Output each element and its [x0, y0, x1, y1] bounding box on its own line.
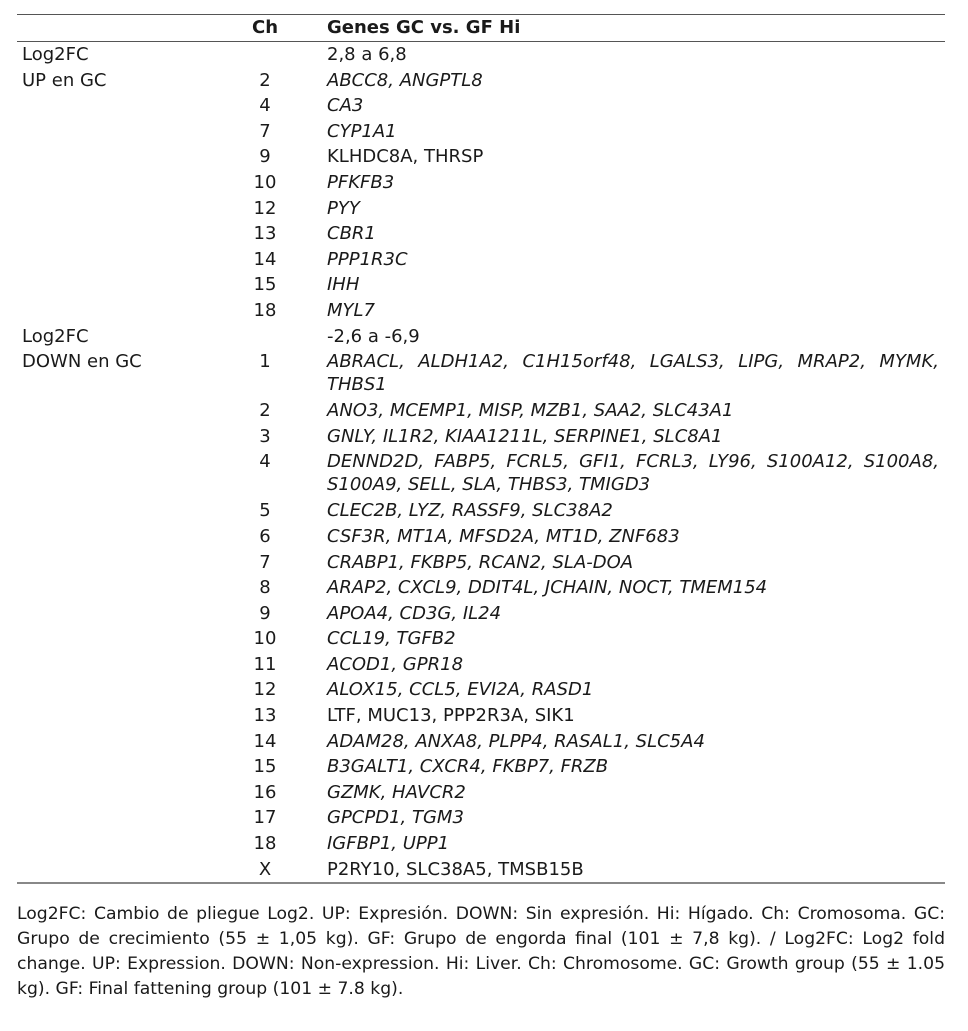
- row-chromosome: 13: [253, 705, 277, 727]
- row-genes: IHH: [327, 274, 360, 296]
- table-row: [17, 780, 945, 806]
- table-row: [17, 170, 945, 196]
- table-body: [17, 42, 945, 882]
- table-row: [17, 424, 945, 450]
- row-genes: B3GALT1, CXCR4, FKBP7, FRZB: [327, 756, 609, 778]
- row-genes: APOA4, CD3G, IL24: [327, 602, 502, 624]
- row-genes: CYP1A1: [327, 120, 397, 142]
- table-row: [17, 93, 945, 119]
- table-row: [17, 857, 945, 883]
- table-row: [17, 805, 945, 831]
- table-row: [17, 575, 945, 601]
- row-label: DOWN en GC: [22, 351, 142, 373]
- table-row: [17, 398, 945, 424]
- table-row: [17, 247, 945, 273]
- row-genes: 2,8 a 6,8: [327, 44, 407, 65]
- row-chromosome: X: [258, 858, 272, 880]
- table-footnote: Log2FC: Cambio de pliegue Log2. UP: Expresión. DOWN: Sin expresión. Hi: Hígado. Ch: Cromosoma. GC: Grupo de crecimiento (55 ± 1,05 kg). GF: Grupo de engorda final (101 ± 7,8 kg). / Log2FC: Log2 fold change. UP: Expression. DOWN: Non-expression. Hi: Liver. Ch: Chromosome. GC: Growth group (55 ± 1.05 kg). GF: Final fattening group (101 ± 7.8 kg).: [17, 904, 945, 999]
- row-genes: ADAM28, ANXA8, PLPP4, RASAL1, SLC5A4: [327, 730, 705, 752]
- row-chromosome: 9: [259, 146, 271, 168]
- row-genes: CSF3R, MT1A, MFSD2A, MT1D, ZNF683: [327, 525, 680, 547]
- row-chromosome: 4: [259, 451, 271, 473]
- row-genes: CLEC2B, LYZ, RASSF9, SLC38A2: [327, 500, 613, 522]
- row-chromosome: 13: [253, 223, 277, 245]
- table-bottom-rule: [17, 882, 945, 884]
- table-row: [17, 703, 945, 729]
- row-chromosome: 1: [259, 351, 271, 373]
- row-chromosome: 8: [259, 577, 271, 599]
- row-genes: PYY: [327, 197, 360, 219]
- row-chromosome: 2: [259, 400, 271, 422]
- table-row: [17, 729, 945, 755]
- row-genes: KLHDC8A, THRSP: [327, 146, 484, 168]
- row-genes: LTF, MUC13, PPP2R3A, SIK1: [327, 705, 575, 727]
- table-row: [17, 677, 945, 703]
- row-chromosome: 4: [259, 95, 271, 117]
- row-chromosome: 12: [253, 679, 277, 701]
- row-genes: P2RY10, SLC38A5, TMSB15B: [327, 858, 584, 880]
- table-row: [17, 298, 945, 324]
- row-genes: IGFBP1, UPP1: [327, 833, 450, 855]
- row-chromosome: 18: [253, 833, 277, 855]
- table-row: [17, 550, 945, 576]
- row-chromosome: 15: [253, 274, 277, 296]
- table-row: [17, 831, 945, 857]
- row-genes: CBR1: [327, 223, 376, 245]
- table-row: [17, 272, 945, 298]
- row-chromosome: 9: [259, 602, 271, 624]
- table-row: [17, 42, 945, 68]
- row-chromosome: 6: [259, 525, 271, 547]
- row-genes: CCL19, TGFB2: [327, 628, 456, 650]
- row-genes: ALOX15, CCL5, EVI2A, RASD1: [327, 679, 594, 701]
- row-chromosome: 12: [253, 197, 277, 219]
- row-genes: -2,6 a -6,9: [327, 325, 420, 347]
- row-chromosome: 16: [253, 781, 277, 803]
- row-genes: PFKFB3: [327, 171, 395, 193]
- row-chromosome: 10: [253, 628, 277, 650]
- table-row: [17, 449, 945, 498]
- row-genes: CRABP1, FKBP5, RCAN2, SLA-DOA: [327, 551, 634, 573]
- row-genes: GNLY, IL1R2, KIAA1211L, SERPINE1, SLC8A1: [327, 425, 723, 447]
- row-chromosome: 7: [259, 120, 271, 142]
- table-row: [17, 626, 945, 652]
- table-row: [17, 324, 945, 350]
- row-chromosome: 2: [259, 69, 271, 91]
- row-genes: MYL7: [327, 299, 376, 321]
- table-row: [17, 196, 945, 222]
- row-genes: DENND2D, FABP5, FCRL5, GFI1, FCRL3, LY96, S100A12, S100A8, S100A9, SELL, SLA, THBS3, TMIGD3: [327, 451, 939, 496]
- header-ch: Ch: [251, 17, 279, 38]
- row-chromosome: 17: [253, 807, 277, 829]
- gene-table: [17, 14, 945, 884]
- row-chromosome: 14: [253, 730, 277, 752]
- row-genes: PPP1R3C: [327, 248, 408, 270]
- row-chromosome: 14: [253, 248, 277, 270]
- row-genes: ANO3, MCEMP1, MISP, MZB1, SAA2, SLC43A1: [327, 400, 734, 422]
- header-genes: Genes GC vs. GF Hi: [327, 17, 521, 38]
- table-row: [17, 349, 945, 398]
- row-genes: CA3: [327, 95, 364, 117]
- table-row: [17, 601, 945, 627]
- table-row: [17, 144, 945, 170]
- table-row: [17, 652, 945, 678]
- row-label: Log2FC: [22, 44, 89, 65]
- row-chromosome: 15: [253, 756, 277, 778]
- row-genes: ACOD1, GPR18: [327, 653, 464, 675]
- table-header: [17, 15, 945, 41]
- table-row: [17, 754, 945, 780]
- row-chromosome: 10: [253, 171, 277, 193]
- row-chromosome: 3: [259, 425, 271, 447]
- table-row: [17, 119, 945, 145]
- row-chromosome: 11: [253, 653, 277, 675]
- row-genes: ABRACL, ALDH1A2, C1H15orf48, LGALS3, LIPG, MRAP2, MYMK, THBS1: [327, 351, 939, 396]
- row-label: UP en GC: [22, 69, 107, 91]
- table-row: [17, 498, 945, 524]
- table-row: [17, 221, 945, 247]
- row-chromosome: 5: [259, 500, 271, 522]
- row-chromosome: 18: [253, 299, 277, 321]
- row-genes: ARAP2, CXCL9, DDIT4L, JCHAIN, NOCT, TMEM154: [327, 577, 768, 599]
- row-genes: GPCPD1, TGM3: [327, 807, 464, 829]
- table-row: [17, 524, 945, 550]
- row-genes: ABCC8, ANGPTL8: [327, 69, 483, 91]
- table-row: [17, 68, 945, 94]
- row-chromosome: 7: [259, 551, 271, 573]
- row-genes: GZMK, HAVCR2: [327, 781, 466, 803]
- row-label: Log2FC: [22, 325, 89, 347]
